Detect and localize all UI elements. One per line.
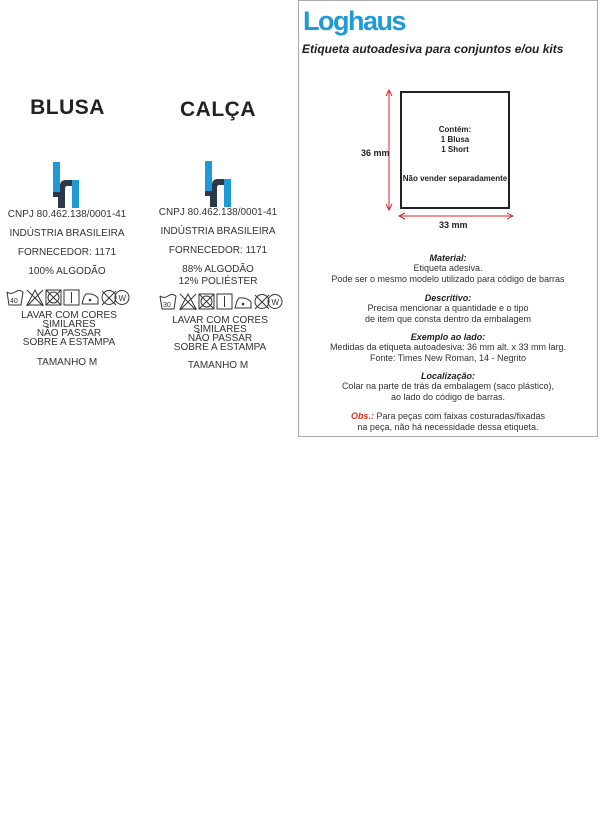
- section-exemplo: Exemplo ao lado: Medidas da etiqueta autoadesiva: 36 mm alt. x 33 mm larg. Fonte: Times New Roman, 14 - Negrito: [329, 332, 567, 363]
- sticker-example: Contém: 1 Blusa 1 Short Não vender separadamente: [400, 91, 510, 209]
- label-blusa-info: [0, 209, 134, 278]
- composition-text: 88% ALGODÃO: [182, 264, 254, 275]
- brand-logo-icon: [52, 162, 82, 208]
- obs-label: Obs.:: [350, 411, 374, 421]
- brand-name: Loghaus: [303, 6, 405, 36]
- cnpj-text: CNPJ 80.462.138/0001-41: [7, 209, 127, 220]
- composition-text: 100% ALGODÃO: [28, 266, 106, 277]
- brand-logo-icon: [204, 161, 234, 207]
- brand-wordmark: [303, 6, 413, 38]
- no-bleach-icon: [180, 294, 196, 310]
- no-bleach-icon: [27, 290, 43, 306]
- dry-icon: [217, 294, 232, 309]
- height-dimension-label: 36 mm: [361, 148, 390, 158]
- label-calca-info: [150, 207, 286, 288]
- no-tumble-dry-icon: [46, 290, 61, 305]
- iron-icon: [82, 294, 98, 304]
- label-title: CALÇA: [180, 98, 256, 121]
- svg-text:W: W: [118, 294, 127, 303]
- section-localizacao: Localização: Colar na parte de trás da embalagem (saco plástico), ao lado do código de barras.: [341, 371, 555, 402]
- care-instructions-calca: LAVAR COM CORES SIMILARES NÃO PASSAR SOBRE A ESTAMPA: [172, 315, 268, 353]
- dry-icon: [64, 290, 79, 305]
- wash-temp-label: 40: [10, 298, 18, 305]
- obs-line1: Para peças com faixas costuradas/fixadas: [376, 411, 546, 421]
- supplier-text: FORNECEDOR: 1171: [168, 245, 268, 256]
- wash-temp-label: 30: [163, 302, 171, 309]
- iron-icon: [235, 298, 251, 308]
- section-obs: [299, 411, 597, 433]
- origin-text: INDÚSTRIA BRASILEIRA: [9, 228, 125, 239]
- section-material: Material: Etiqueta adesiva. Pode ser o mesmo modelo utilizado para código de barras: [331, 253, 565, 284]
- care-symbols-calca: [159, 292, 283, 312]
- cnpj-text: CNPJ 80.462.138/0001-41: [158, 207, 278, 218]
- care-symbols-blusa: [6, 288, 130, 308]
- no-dry-clean-icon: [102, 291, 116, 306]
- label-title: BLUSA: [30, 96, 105, 119]
- size-text: TAMANHO M: [36, 357, 98, 368]
- composition-text: 12% POLIÉSTER: [178, 276, 258, 287]
- svg-text:W: W: [271, 298, 280, 307]
- section-descritivo: Descritivo: Precisa mencionar a quantidade e o tipo de item que consta dentro da embalagem: [364, 293, 532, 324]
- instructions-panel: [298, 0, 598, 437]
- no-tumble-dry-icon: [199, 294, 214, 309]
- origin-text: INDÚSTRIA BRASILEIRA: [160, 226, 276, 237]
- label-blusa: [0, 96, 135, 120]
- obs-line2: na peça, não há necessidade dessa etiqueta.: [357, 422, 539, 432]
- width-dimension-label: 33 mm: [439, 220, 468, 230]
- label-calca: [150, 98, 286, 122]
- supplier-text: FORNECEDOR: 1171: [17, 247, 117, 258]
- panel-subtitle: Etiqueta autoadesiva para conjuntos e/ou kits: [302, 42, 564, 56]
- care-instructions-blusa: LAVAR COM CORES SIMILARES NÃO PASSAR SOBRE A ESTAMPA: [21, 310, 117, 348]
- no-dry-clean-icon: [255, 295, 269, 310]
- size-text: TAMANHO M: [187, 360, 249, 371]
